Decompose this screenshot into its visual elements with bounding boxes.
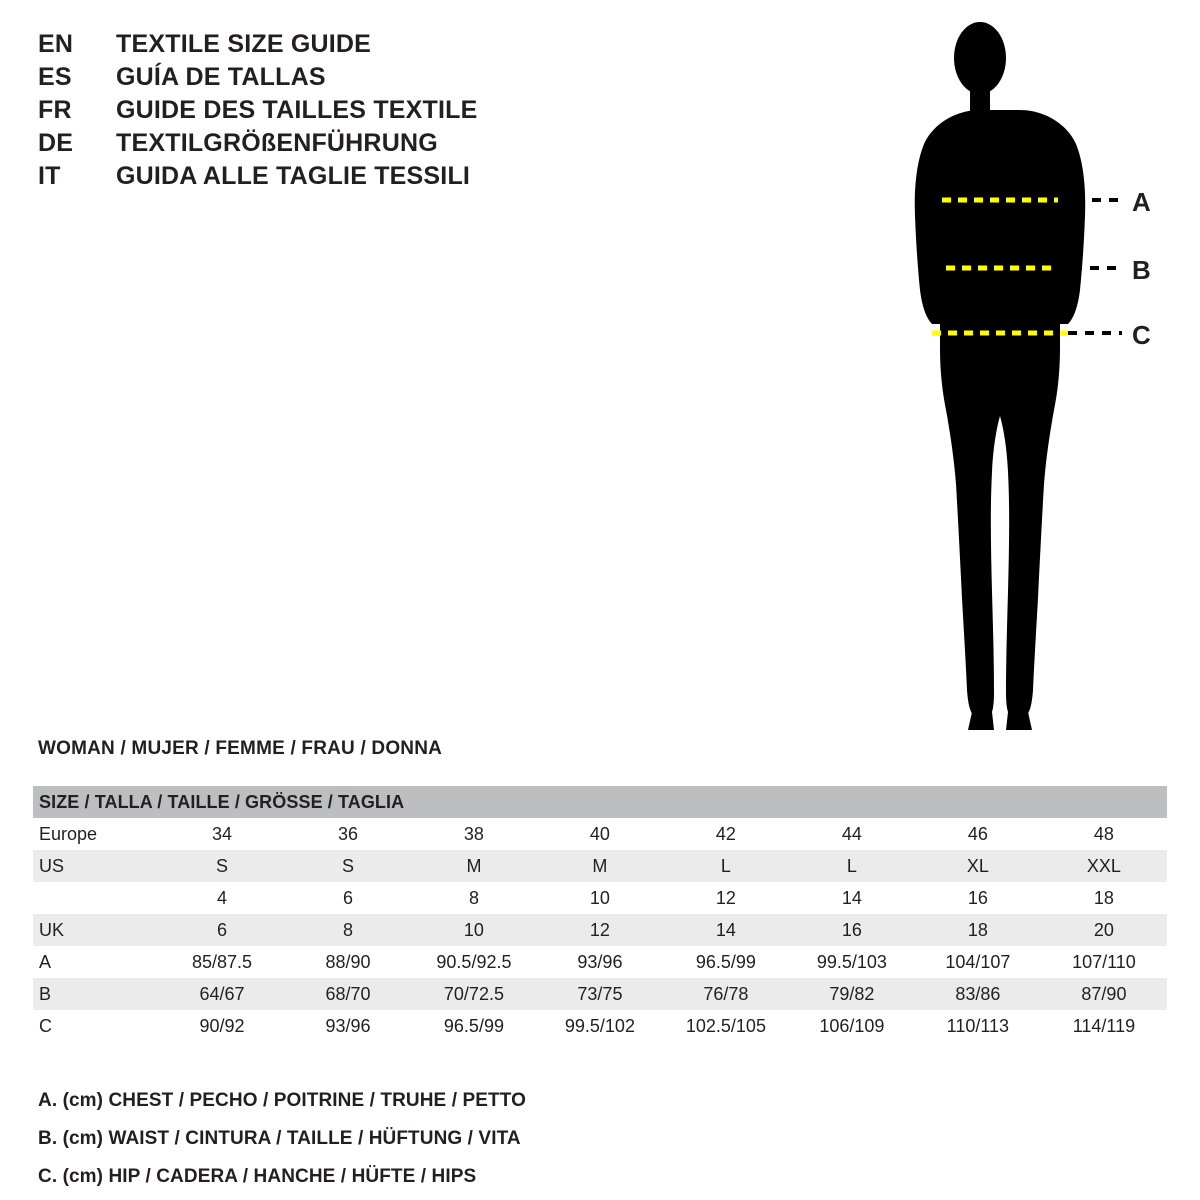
table-cell: 44 [789,818,915,850]
table-cell: 93/96 [537,946,663,978]
table-cell: 20 [1041,914,1167,946]
table-cell: 36 [285,818,411,850]
table-cell: 6 [285,882,411,914]
table-row [33,914,1167,946]
row-label [33,882,159,914]
title-language-code: DE [38,129,74,157]
table-cell: 48 [1041,818,1167,850]
measure-label-b: B [1132,255,1151,285]
table-header-row [33,786,1167,818]
section-label-woman: WOMAN / MUJER / FEMME / FRAU / DONNA [38,738,443,759]
row-label: A [33,946,159,978]
table-cell: 10 [411,914,537,946]
table-cell: 102.5/105 [663,1010,789,1042]
table-cell: 18 [1041,882,1167,914]
row-label: US [33,850,159,882]
table-cell: S [159,850,285,882]
table-cell: 90/92 [159,1010,285,1042]
table-cell: 18 [915,914,1041,946]
table-cell: 14 [789,882,915,914]
table-cell: 46 [915,818,1041,850]
table-cell: M [537,850,663,882]
table-cell: 73/75 [537,978,663,1010]
table-cell: XL [915,850,1041,882]
title-row [38,129,658,158]
measure-label-a: A [1132,187,1151,217]
table-cell: 4 [159,882,285,914]
table-cell: 6 [159,914,285,946]
table-cell: 87/90 [1041,978,1167,1010]
table-cell: 99.5/103 [789,946,915,978]
title-row [38,162,658,191]
table-cell: 64/67 [159,978,285,1010]
table-cell: 114/119 [1041,1010,1167,1042]
title-text: GUIDE DES TAILLES TEXTILE [116,96,478,124]
table-row [33,850,1167,882]
title-language-code: EN [38,30,74,58]
size-table [33,786,1167,1042]
table-cell: S [285,850,411,882]
table-cell: 88/90 [285,946,411,978]
title-text: TEXTILE SIZE GUIDE [116,30,372,58]
title-row [38,30,658,59]
table-header-label: SIZE / TALLA / TAILLE / GRÖSSE / TAGLIA [33,786,1167,818]
table-cell: 99.5/102 [537,1010,663,1042]
table-cell: 16 [915,882,1041,914]
table-cell: 70/72.5 [411,978,537,1010]
table-cell: 79/82 [789,978,915,1010]
table-cell: 34 [159,818,285,850]
table-row [33,946,1167,978]
measure-label-c: C [1132,320,1151,350]
table-cell: XXL [1041,850,1167,882]
title-language-code: ES [38,63,72,91]
title-text: GUÍA DE TALLAS [116,63,326,91]
row-label: B [33,978,159,1010]
table-cell: 104/107 [915,946,1041,978]
table-cell: 14 [663,914,789,946]
table-cell: 93/96 [285,1010,411,1042]
table-cell: L [663,850,789,882]
table-row [33,882,1167,914]
table-cell: 12 [537,914,663,946]
table-cell: 107/110 [1041,946,1167,978]
title-text: GUIDA ALLE TAGLIE TESSILI [116,162,471,190]
table-row [33,1010,1167,1042]
table-cell: 10 [537,882,663,914]
legend-line-a: A. (cm) CHEST / PECHO / POITRINE / TRUHE / PETTO [38,1090,526,1111]
table-cell: 38 [411,818,537,850]
title-block [38,30,658,195]
title-language-code: FR [38,96,72,124]
table-cell: 16 [789,914,915,946]
table-row [33,818,1167,850]
table-cell: M [411,850,537,882]
row-label: C [33,1010,159,1042]
table-cell: 40 [537,818,663,850]
table-cell: 8 [411,882,537,914]
title-language-code: IT [38,162,61,190]
table-cell: 8 [285,914,411,946]
table-cell: 12 [663,882,789,914]
table-cell: 76/78 [663,978,789,1010]
row-label: UK [33,914,159,946]
table-cell: L [789,850,915,882]
body-measurement-figure [860,18,1180,738]
title-row [38,63,658,92]
table-cell: 96.5/99 [411,1010,537,1042]
legend-block [38,1090,738,1200]
title-row [38,96,658,125]
title-text: TEXTILGRÖßENFÜHRUNG [116,129,438,157]
size-table-wrap [33,786,1167,1042]
table-cell: 85/87.5 [159,946,285,978]
legend-line-c: C. (cm) HIP / CADERA / HANCHE / HÜFTE / HIPS [38,1166,477,1187]
table-cell: 42 [663,818,789,850]
table-cell: 110/113 [915,1010,1041,1042]
table-cell: 106/109 [789,1010,915,1042]
table-cell: 90.5/92.5 [411,946,537,978]
row-label: Europe [33,818,159,850]
legend-line-b: B. (cm) WAIST / CINTURA / TAILLE / HÜFTUNG / VITA [38,1128,521,1149]
table-row [33,978,1167,1010]
table-cell: 96.5/99 [663,946,789,978]
table-cell: 83/86 [915,978,1041,1010]
female-silhouette-icon [915,22,1085,730]
table-cell: 68/70 [285,978,411,1010]
